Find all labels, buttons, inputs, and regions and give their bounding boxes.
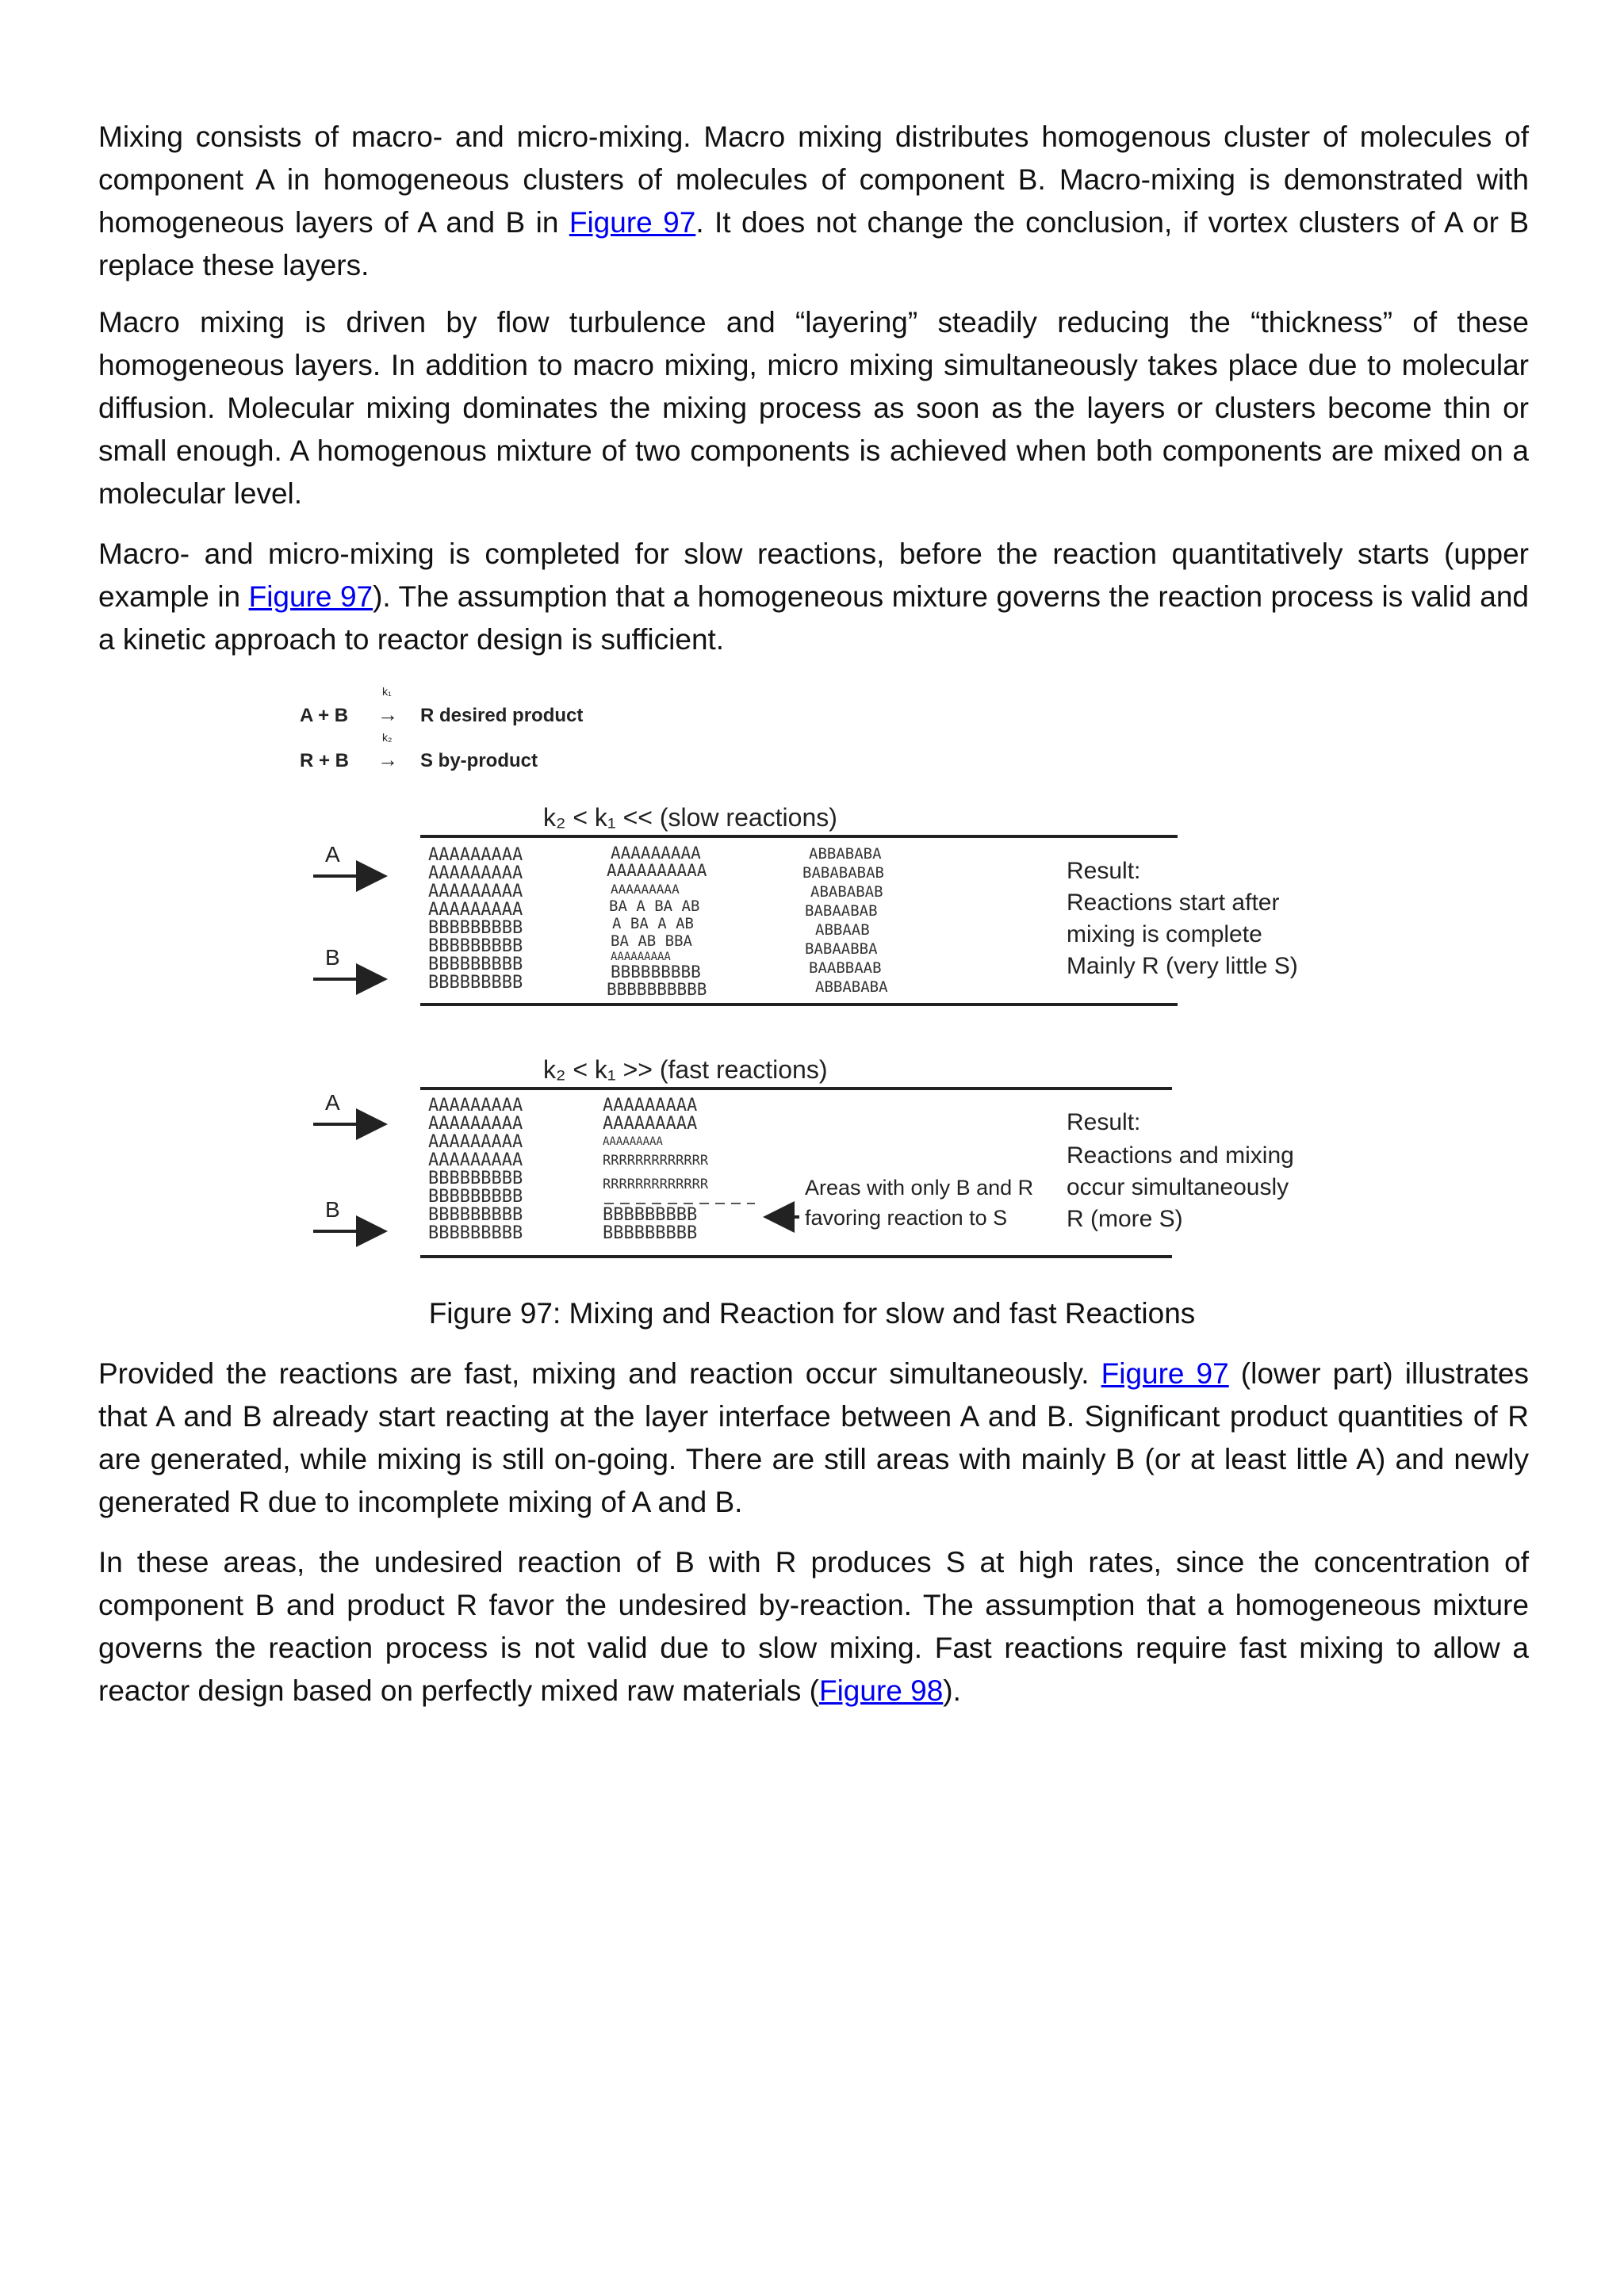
figure-caption: Figure 97: Mixing and Reaction for slow and fast Reactions: [428, 1297, 1196, 1330]
fast-annotation-line-2: favoring reaction to S: [805, 1206, 1008, 1230]
layer-row: AAAAAAAAAA: [607, 861, 707, 880]
slow-layers-column-3-mixed: [802, 845, 888, 996]
layer-row: ABBABABA: [809, 845, 882, 863]
paragraph-5-text-start: In these areas, the undesired reaction of B with R produces S at high rates, since the concentration of component B and product R favor the undesired by-reaction. The assumption that a homogeneous mixture governs the reaction process is not valid due to slow mixing. Fast reactions require fast mixing to allow a reactor design based on perfectly mixed raw materials (: [98, 1546, 1529, 1707]
slow-result-text: [1067, 858, 1298, 979]
layer-row: BBBBBBBBB: [428, 973, 523, 993]
layer-row: AAAAAAAAA: [428, 900, 523, 920]
fast-annotation-line-1: Areas with only B and R: [805, 1176, 1034, 1200]
figure-97-diagram: [285, 678, 1332, 1272]
fast-layers-column-2: [603, 1096, 755, 1243]
layer-row: AAAAAAAAA: [428, 1096, 523, 1115]
slow-inlet-b-label: B: [325, 945, 340, 970]
layer-row: AAAAAAAAA: [428, 1150, 523, 1170]
paragraph-1-text-start: Mixing consists of macro- and micro-mixing. Macro mixing distributes homogenous cluster of molecules of component A in homogeneous clusters of molecules of component B. Macro-mixing is demonstrated with homogeneous layers of A and B in: [98, 121, 1529, 239]
layer-row: AAAAAAAAA: [428, 845, 523, 865]
paragraph-4-text-start: Provided the reactions are fast, mixing and reaction occur simultaneously.: [98, 1357, 1101, 1390]
layer-row: ABBABABA: [815, 978, 888, 996]
figure-97-link[interactable]: Figure 97: [569, 206, 696, 239]
paragraph-3-text-start: Macro- and micro-mixing is completed for slow reactions, before the reaction quantitatively starts (upper example in: [98, 538, 1529, 613]
result-line: mixing is complete: [1067, 921, 1262, 947]
layer-row: BBBBBBBBBB: [607, 980, 707, 999]
layer-row: BBBBBBBBB: [603, 1223, 698, 1243]
paragraph-2: Macro mixing is driven by flow turbulence and “layering” steadily reducing the “thickness” of these homogeneous layers. In addition to macro mixing, micro mixing simultaneously takes place due to molecular diffusion. Molecular mixing dominates the mixing process as soon as the layers or clusters become thin or small enough. A homogenous mixture of two components is achieved when both components are mixed on a molecular level.: [98, 306, 1529, 510]
layer-row: BABAABBA: [805, 940, 878, 958]
layer-row: BBBBBBBBB: [611, 962, 701, 982]
paragraph-4-text-end: (lower part) illustrates that A and B already start reacting at the layer interface between A and B. Significant product quantities of R are generated, while mixing is still on-going. There are still areas with mainly B (or at least little A) and newly generated R due to incomplete mixing of A and B.: [98, 1357, 1529, 1518]
layer-row: AAAAAAAAA: [603, 1135, 663, 1148]
layer-row: AAAAAAAAA: [611, 844, 701, 863]
slow-layers-column-2: [607, 844, 707, 999]
layer-row: BBBBBBBBB: [428, 918, 523, 938]
fast-layers-column-1: [428, 1096, 523, 1243]
layer-row: BBBBBBBBB: [428, 955, 523, 974]
result-line: Reactions and mixing: [1067, 1142, 1294, 1169]
paragraph-1: [98, 116, 1529, 287]
paragraph-4: [98, 1353, 1529, 1524]
reaction-2-product: S by-product: [420, 750, 538, 771]
layer-row: AAAAAAAAA: [428, 863, 523, 883]
layer-row: BABAABAB: [805, 902, 878, 920]
layer-row: BA AB BBA: [611, 932, 692, 950]
layer-row: AAAAAAAAA: [611, 951, 671, 963]
result-line: Mainly R (very little S): [1067, 953, 1298, 979]
paragraph-3: [98, 533, 1529, 661]
result-line: occur simultaneously: [1067, 1174, 1289, 1200]
slow-panel-title: k₂ < k₁ << (slow reactions): [543, 803, 837, 832]
layer-row: BBBBBBBBB: [428, 936, 523, 956]
fast-inlet-a-label: A: [325, 1090, 340, 1115]
reaction-2-rate-constant: k₂: [382, 731, 393, 744]
layer-row: ABBAAB: [815, 921, 870, 939]
layer-row: BBBBBBBBB: [603, 1205, 698, 1225]
figure-98-link[interactable]: Figure 98: [818, 1674, 944, 1707]
paragraph-5: [98, 1541, 1529, 1712]
layer-row: BBBBBBBBB: [428, 1205, 523, 1225]
layer-row: RRRRRRRRRRRRR: [603, 1153, 709, 1169]
layer-row: AAAAAAAAA: [603, 1096, 698, 1115]
layer-row: BAABBAAB: [809, 959, 882, 977]
layer-row: BABABABAB: [802, 864, 884, 882]
reaction-1-reactants: A + B: [300, 705, 349, 726]
result-line: Result:: [1067, 858, 1141, 884]
reaction-2-arrow-icon: →: [377, 748, 398, 771]
layer-row: BBBBBBBBB: [428, 1187, 523, 1207]
paragraph-1-text-end: . It does not change the conclusion, if vortex clusters of A or B replace these layers.: [98, 206, 1530, 281]
layer-row: RRRRRRRRRRRRR: [603, 1177, 709, 1192]
fast-inlet-b-label: B: [325, 1197, 340, 1222]
layer-row: A BA A AB: [612, 915, 694, 932]
paragraph-5-text-end: ).: [943, 1674, 961, 1707]
result-line: Reactions start after: [1067, 890, 1280, 916]
paragraph-3-text-end: ). The assumption that a homogeneous mixture governs the reaction process is valid and a kinetic approach to reactor design is sufficient.: [98, 580, 1529, 656]
reaction-1-arrow-icon: →: [377, 702, 398, 726]
slow-inlet-a-label: A: [325, 842, 340, 867]
layer-row: BBBBBBBBB: [428, 1223, 523, 1243]
result-line: Result:: [1067, 1109, 1141, 1135]
layer-row: ABABABAB: [810, 883, 883, 901]
reaction-1-product: R desired product: [420, 705, 584, 726]
layer-row: AAAAAAAAA: [603, 1114, 698, 1134]
layer-row: BBBBBBBBB: [428, 1169, 523, 1188]
layer-row: AAAAAAAAA: [611, 882, 680, 897]
fast-result-text: [1067, 1109, 1294, 1232]
reaction-2-reactants: R + B: [300, 750, 350, 771]
figure-97-link[interactable]: Figure 97: [248, 580, 373, 613]
layer-row: BA A BA AB: [609, 897, 700, 915]
slow-layers-column-1: [428, 845, 523, 993]
reaction-1-rate-constant: k₁: [382, 685, 392, 698]
fast-panel-title: k₂ < k₁ >> (fast reactions): [543, 1055, 828, 1084]
layer-row: AAAAAAAAA: [428, 1132, 523, 1152]
layer-row: AAAAAAAAA: [428, 882, 523, 901]
figure-97-link[interactable]: Figure 97: [1101, 1357, 1229, 1390]
layer-row: AAAAAAAAA: [428, 1114, 523, 1134]
result-line: R (more S): [1067, 1206, 1183, 1232]
